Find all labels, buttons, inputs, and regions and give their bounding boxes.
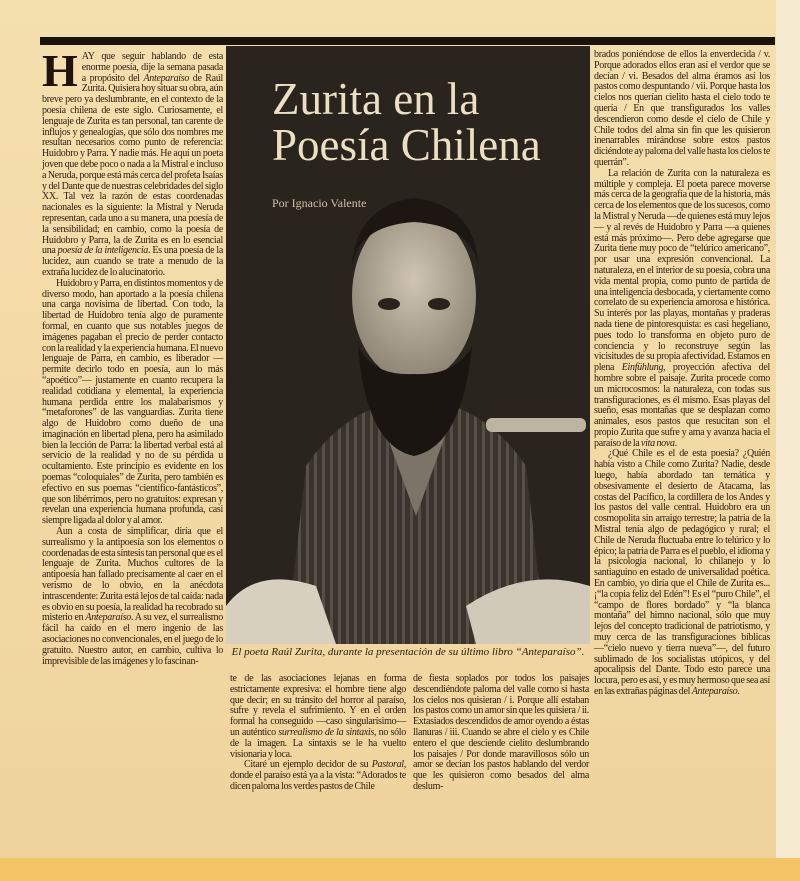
italic-text: Anteparaíso	[691, 686, 738, 698]
paragraph	[230, 760, 406, 792]
paragraph	[594, 50, 770, 169]
page-margin	[776, 0, 800, 860]
paragraph	[42, 45, 223, 279]
article-column-middle-1	[230, 674, 406, 793]
photo-caption: El poeta Raúl Zurita, durante la presentación de su último libro “Anteparaíso”.	[231, 646, 585, 658]
text-run: brados poniéndose de ellos la enverdecida / v. Porque adorados ellos eran así el verdor que se decían / vi. Besados del alma éramos así los pastos como despuntando / vii. Porque hasta los cielos nos querían cielito hasta el cielo todo te quería / En que transfigurados los valles descendieron como desde el cielo de Chile y Chile todos del alma sin fin que les quisieron inenarrables mirándose sobre estos pastos diciéndote ay paloma del valle hasta los cielos te querrán”.	[594, 49, 770, 168]
italic-text: Einfühlung	[621, 362, 664, 374]
text-run: . Es una poesía de la lucidez, aun cuando se trate a menudo de la extraña lucidez de lo alucinatorio.	[42, 245, 223, 278]
text-run: .	[674, 437, 677, 449]
drop-cap: H	[42, 45, 78, 96]
article-column-middle-2	[413, 674, 589, 793]
text-run: .	[737, 686, 740, 698]
italic-text: vita nova	[641, 437, 675, 449]
italic-text: poesía de la inteligencia	[57, 245, 148, 257]
article-column-right	[594, 50, 770, 698]
text-run: AY que seguir hablando de esta enorme poesía, dije la semana pasada a propósito del	[81, 51, 223, 84]
text-run: te de las asociaciones lejanas en forma estrictamente expresiva: el hombre tiene algo que decir; en su tránsito del horror al paraíso, sufre y revela el sufrimiento. Y en el orden formal ha conseguido —caso singularísimo— un auténtico	[230, 673, 406, 738]
text-run: , proyección afectiva del hombre sobre el paisaje. Zurita procede como un microcosmos: la naturaleza, con todas sus transfiguraciones, es él mismo. Esas playas del sueño, esas montañas que se desplazan como animales, esos pastos que resucitan son el propio Zurita que sufre y ama y avanza hacia el paraíso de la	[594, 362, 771, 449]
text-run: de Raúl Zurita. Quisiera hoy situar su obra, aún breve pero ya deslumbrante, en el contexto de la poesía chilena de este siglo. Curiosamente, el lenguaje de Zurita es tan personal, tan carente de influjos y genealogías, que sólo dos nombres me resultan necesarios como punto de referencia: Huidobro y Parra. Y nadie más. He aquí un poeta joven que debe poco o nada a la Mistral e incluso a Neruda, porque está más cerca del profeta Isaías y del Dante que de nuestras celebridades del siglo XX. Tal vez la razón de estas coordenadas nacionales es la siguiente: la Mistral y Neruda representan, cada uno a su manera, una poesía de la sensibilidad; en cambio, como la poesía de Huidobro y Parra, la de Zurita es en lo esencial una	[42, 72, 223, 257]
text-run: La relación de Zurita con la naturaleza es múltiple y compleja. El poeta parece moverse más cerca de la geografía que de la historia, más cerca de los elementos que de los sucesos, como la Mistral y Neruda —de quienes está muy lejos — y al revés de Huidobro y Parra —a quienes está más próximo—. Pero debe agregarse que Zurita tiene muy poco de “telúrico americano”, por usar una expresión convencional. La naturaleza, en el interior de su poesía, cobra una vida mental propia, como punto de partida de una inteligencia desbocada, y ciertamente como correlato de su experiencia amorosa e histórica. Su interés por las playas, montañas y praderas nada tiene de pintoresquista: es casi hegeliano, pues todo lo transforma en objeto puro de conciencia y lo reconstruye según las vicisitudes de su propia afectividad. Estamos en plena	[594, 167, 770, 374]
title-line: Zurita en la	[272, 74, 480, 124]
paragraph	[230, 674, 406, 760]
italic-text: surrealismo de la sintaxis	[278, 726, 374, 738]
text-run: Huidobro y Parra, en distintos momentos y de diverso modo, han aportado a la poesía chilena una carga novísima de libertad. Con todo, la libertad de Huidobro tenía algo de puramente formal, en cuanto que sus notables juegos de imágenes pagaban el precio de perder contacto con la realidad y la experiencia humana. El nuevo lenguaje de Parra, en cambio, es liberador —permite decirlo todo en poesía, aun lo más “apoético”— justamente en cuanto recupera la realidad cotidiana y elemental, la experiencia humana perdida entre los malabarismos y “metaforones” de las vanguardias. Zurita tiene algo de Huidobro como dueño de una imaginación en libertad plena, pero ha asimilado bien la lección de Parra: la libertad verbal está al servicio de la realidad y no de su pérdida u ocultamiento. Este principio es evidente en los poemas “coloquiales” de Zurita, pero también es efectivo en sus poemas “científico-fantásticos”, que son libérrimos, pero no gratuitos: expresan y revelan una experiencia humana profunda, casi siempre ligada al dolor y al amor.	[42, 277, 223, 527]
paragraph	[413, 674, 589, 793]
text-run: , no sólo de la imagen. La sintaxis se le ha vuelto visionaria y loca.	[230, 726, 406, 760]
text-run: , donde el paraíso está ya a la vista: “Adorados te dicen paloma los verdes pastos de Chile	[230, 759, 406, 792]
page-margin	[0, 858, 800, 881]
title-line: Poesía Chilena	[272, 120, 541, 170]
text-run: de fiesta soplados por todos los paisajes descendiéndote paloma del valle como si hasta los cielos nos quisieran / i. Porque allí estaban los pastos como un amor sin que les quisiera / ii. Extasiados descendidos de amor oyendo a éstas llanuras / iii. Cuando se abre el cielo y es Chile entero el que desciende cielito deslumbrando los paisajes / Por donde maravillosos sólo un amor se decían los pastos hablando del verdor que les quisieron como besados del alma deslum-	[413, 673, 589, 792]
text-run: . A su vez, el surrealismo fácil ha caído en el mero ingenio de las asociaciones no convencionales, en el juego de lo gratuito. Nuestro autor, en cambio, cultiva lo imprevisible de las imágenes y lo fascinan-	[42, 612, 223, 667]
paragraph	[594, 169, 770, 450]
header-rule	[40, 37, 775, 45]
article-column-left	[42, 45, 223, 667]
byline: Por Ignacio Valente	[272, 196, 367, 210]
italic-text: Anteparaíso	[143, 72, 190, 84]
paragraph	[42, 527, 223, 667]
text-run: ¿Qué Chile es el de esta poesía? ¿Quién había visto a Chile como Zurita? Nadie, desde luego, había abordado tan temática y obsesivamente el desierto de Atacama, las costas del Pacífico, la cordillera de los Andes y los pastos del valle central. Huidobro era un cosmopolita sin arraigo terrestre; la patria de la Mistral tenía algo de pedagógico y rural; el Chile de Neruda fluctuaba entre lo telúrico y lo épico; la patria de Parra es el pueblo, el idioma y la psicología nacional, lo chilanejo y lo santiaguino en estado de universalidad poética. En cambio, yo diría que el Chile de Zurita es... ¡“la copia feliz del Edén”! Es el “puro Chile”, el “campo de flores bordado” y “la blanca montaña” del himno nacional, sólo que muy lejos del concepto tradicional de patriotismo, y muy cerca de las transfiguraciones bíblicas —“cielo nuevo y tierra nueva”—, del futuro sublimado de los socialistas utópicos, y del apocalipsis del Dante. Todo esto parece una locura, pero es así, y es muy hermoso que sea así en las extrañas páginas del	[594, 448, 770, 698]
italic-text: Anteparaíso	[85, 612, 132, 624]
text-run: Citaré un ejemplo decidor de su	[244, 759, 372, 771]
paragraph	[42, 279, 223, 527]
text-run: Aun a costa de simplificar, diría que el surrealismo y la antipoesía son los elementos o coordenadas de esta síntesis tan personal que es el lenguaje de Zurita. Muchos cultores de la antipoesía han fallado precisamente al caer en el verismo de lo obvio, en la anécdota intrascendente: Zurita está lejos de tal caída: nada es obvio en su poesía, la realidad ha recobrado su misterio en	[42, 526, 223, 624]
italic-text: Pastoral	[371, 759, 404, 771]
author-photo	[226, 46, 590, 644]
paragraph	[594, 449, 770, 697]
article-title	[272, 76, 541, 168]
